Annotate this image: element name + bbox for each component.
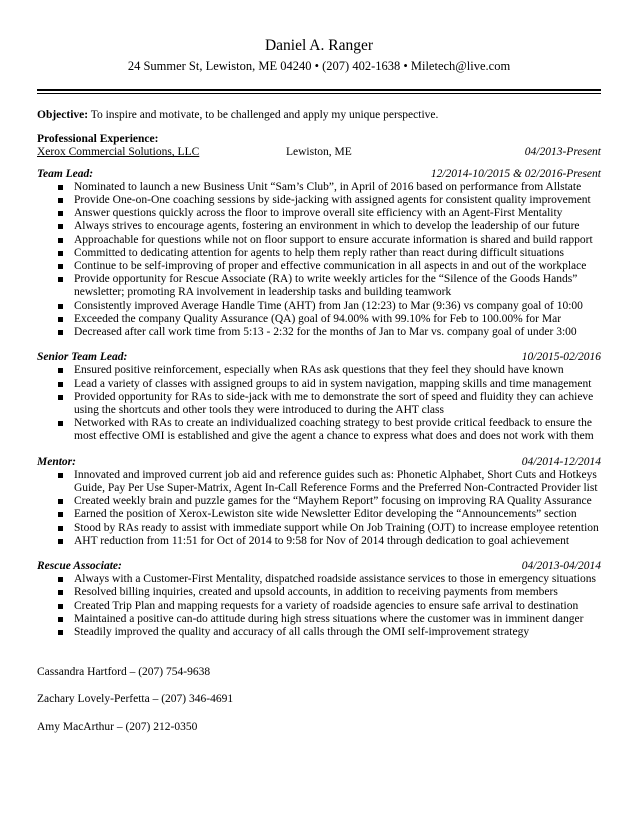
bullet-item xyxy=(37,469,601,495)
bullet-text: Always with a Customer-First Mentality, dispatched roadside assistance services to those in emergency situations xyxy=(74,573,596,586)
square-bullet-icon xyxy=(58,198,63,203)
square-bullet-icon xyxy=(58,499,63,504)
bullet-item xyxy=(37,535,601,548)
role-dates: 10/2015-02/2016 xyxy=(521,351,601,364)
reference-item: Zachary Lovely-Perfetta – (207) 346-4691 xyxy=(37,693,234,706)
bullet-item xyxy=(37,273,601,299)
square-bullet-icon xyxy=(58,264,63,269)
employer-name: Xerox Commercial Solutions, LLC xyxy=(37,146,200,159)
bullet-item xyxy=(37,417,601,443)
role-header xyxy=(37,168,601,181)
square-bullet-icon xyxy=(58,512,63,517)
bullet-text: Created Trip Plan and mapping requests for a variety of roadside agencies to ensure safe arrival to destination xyxy=(74,599,579,612)
bullet-item xyxy=(37,522,601,535)
bullet-item xyxy=(37,364,601,377)
bullet-text: Lead a variety of classes with assigned groups to aid in system navigation, mapping skills and time management xyxy=(74,377,592,390)
bullet-item xyxy=(37,391,601,417)
role-title: Rescue Associate: xyxy=(37,560,122,573)
role-bullets xyxy=(37,469,601,548)
bullet-item xyxy=(37,600,601,613)
header-rule-thin xyxy=(37,93,601,94)
role-dates: 04/2013-04/2014 xyxy=(521,560,601,573)
employer-dates: 04/2013-Present xyxy=(524,146,601,159)
bullet-text: Steadily improved the quality and accuracy of all calls through the OMI self-improvement strategy xyxy=(74,626,530,639)
bullet-item xyxy=(37,573,601,586)
header-rule-thick xyxy=(37,89,601,91)
role-bullets xyxy=(37,573,601,639)
square-bullet-icon xyxy=(58,617,63,622)
roles-section xyxy=(37,168,601,640)
objective-label: Objective: xyxy=(37,109,89,121)
square-bullet-icon xyxy=(58,185,63,190)
bullet-item xyxy=(37,207,601,220)
square-bullet-icon xyxy=(58,539,63,544)
bullet-text: Approachable for questions while not on floor support to ensure accurate information is shared and build rapport xyxy=(74,233,593,246)
bullet-text: Nominated to launch a new Business Unit “Sam’s Club”, in April of 2016 based on performance from Allstate xyxy=(74,180,582,193)
bullet-item xyxy=(37,247,601,260)
square-bullet-icon xyxy=(58,590,63,595)
bullet-text: Resolved billing inquiries, created and upsold accounts, in addition to receiving payments from members xyxy=(74,586,558,599)
role-dates: 12/2014-10/2015 & 02/2016-Present xyxy=(430,167,601,180)
bullet-text: Networked with RAs to create an individualized coaching strategy to best provide critical feedback to ensure the most effective OMI is established and give the agent a chance to express what does and does not work with them xyxy=(74,417,594,443)
resume-body xyxy=(37,109,601,748)
bullet-text: Provide One-on-One coaching sessions by side-jacking with assigned agents for consistent quality improvement xyxy=(74,193,591,206)
bullet-text: Innovated and improved current job aid and reference guides such as: Phonetic Alphabet, Short Cuts and Hotkeys Guide, Pay Per Use Super-Matrix, Agent In-Call Reference Forms and the Preferred Non-Contracted Provider list xyxy=(74,468,598,495)
bullet-text: Always strives to encourage agents, fostering an environment in which to develop the leadership of our future xyxy=(74,220,580,233)
bullet-item xyxy=(37,220,601,233)
reference-item: Cassandra Hartford – (207) 754-9638 xyxy=(37,666,211,679)
bullet-item xyxy=(37,300,601,313)
bullet-text: Exceeded the company Quality Assurance (QA) goal of 94.00% with 99.10% for Feb to 100.00% for Mar xyxy=(74,312,562,325)
square-bullet-icon xyxy=(58,526,63,531)
bullet-text: Decreased after call work time from 5:13 - 2:32 for the months of Jan to Mar vs. company goal of under 3:00 xyxy=(74,326,577,339)
bullet-text: Provide opportunity for Rescue Associate (RA) to write weekly articles for the “Silence of the Goods Hands” newsletter; promoting RA involvement in leadership tasks and building teamwork xyxy=(74,273,578,299)
square-bullet-icon xyxy=(58,211,63,216)
role-title: Mentor: xyxy=(37,455,76,468)
square-bullet-icon xyxy=(58,304,63,309)
bullet-item xyxy=(37,234,601,247)
square-bullet-icon xyxy=(58,473,63,478)
square-bullet-icon xyxy=(58,238,63,243)
bullet-text: Stood by RAs ready to assist with immediate support while On Job Training (OJT) to increase employee retention xyxy=(74,521,599,534)
bullet-text: Consistently improved Average Handle Time (AHT) from Jan (12:23) to Mar (9:36) vs company goal of 10:00 xyxy=(74,299,583,312)
square-bullet-icon xyxy=(58,277,63,282)
bullet-item xyxy=(37,508,601,521)
role-bullets xyxy=(37,181,601,339)
square-bullet-icon xyxy=(58,604,63,609)
role-header xyxy=(37,351,601,364)
square-bullet-icon xyxy=(58,382,63,387)
bullet-item xyxy=(37,313,601,326)
square-bullet-icon xyxy=(58,421,63,426)
square-bullet-icon xyxy=(58,368,63,373)
bullet-item xyxy=(37,260,601,273)
square-bullet-icon xyxy=(58,395,63,400)
bullet-item xyxy=(37,378,601,391)
bullet-text: Provided opportunity for RAs to side-jack with me to demonstrate the sort of speed and fluidity they can achieve using the shortcuts and other tools they were introduced to during the AHT class xyxy=(74,390,594,417)
square-bullet-icon xyxy=(58,251,63,256)
square-bullet-icon xyxy=(58,224,63,229)
square-bullet-icon xyxy=(58,630,63,635)
bullet-text: Ensured positive reinforcement, especially when RAs ask questions that they feel they should have known xyxy=(74,364,564,377)
candidate-name: Daniel A. Ranger xyxy=(264,37,374,54)
reference-item: Amy MacArthur – (207) 212-0350 xyxy=(37,720,198,733)
bullet-text: Earned the position of Xerox-Lewiston site wide Newsletter Editor developing the “Announcements” section xyxy=(74,508,577,521)
contact-line: 24 Summer St, Lewiston, ME 04240 • (207) 402-1638 • Miletech@live.com xyxy=(127,59,511,73)
bullet-item xyxy=(37,495,601,508)
bullet-item xyxy=(37,326,601,339)
bullet-item xyxy=(37,613,601,626)
experience-heading: Professional Experience: xyxy=(37,133,159,146)
role-title: Senior Team Lead: xyxy=(37,351,128,364)
bullet-item xyxy=(37,586,601,599)
role-header xyxy=(37,456,601,469)
employer-location: Lewiston, ME xyxy=(286,146,352,159)
bullet-item xyxy=(37,626,601,639)
bullet-item xyxy=(37,181,601,194)
square-bullet-icon xyxy=(58,330,63,335)
bullet-text: Continue to be self-improving of proper and effective communication in all aspects in and out of the workplace xyxy=(74,260,587,272)
role-dates: 04/2014-12/2014 xyxy=(521,455,601,468)
square-bullet-icon xyxy=(58,317,63,322)
bullet-text: Answer questions quickly across the floor to improve overall site efficiency with an Agent-First Mentality xyxy=(74,207,563,220)
bullet-item xyxy=(37,194,601,207)
objective xyxy=(37,109,601,122)
bullet-text: Created weekly brain and puzzle games for the “Mayhem Report” focusing on improving RA Quality Assurance xyxy=(74,495,592,508)
bullet-text: Committed to dedicating attention for agents to help them reply rather than react during difficult situations xyxy=(74,246,565,259)
bullet-text: Maintained a positive can-do attitude during high stress situations where the customer was in imminent danger xyxy=(74,612,584,625)
employer-row xyxy=(37,146,601,159)
bullet-text: AHT reduction from 11:51 for Oct of 2014 to 9:58 for Nov of 2014 through dedication to goal achievement xyxy=(74,534,570,547)
role-title: Team Lead: xyxy=(37,167,94,180)
role-bullets xyxy=(37,364,601,443)
references xyxy=(37,666,601,734)
role-header xyxy=(37,560,601,573)
square-bullet-icon xyxy=(58,577,63,582)
objective-text: To inspire and motivate, to be challenged and apply my unique perspective. xyxy=(88,109,439,121)
